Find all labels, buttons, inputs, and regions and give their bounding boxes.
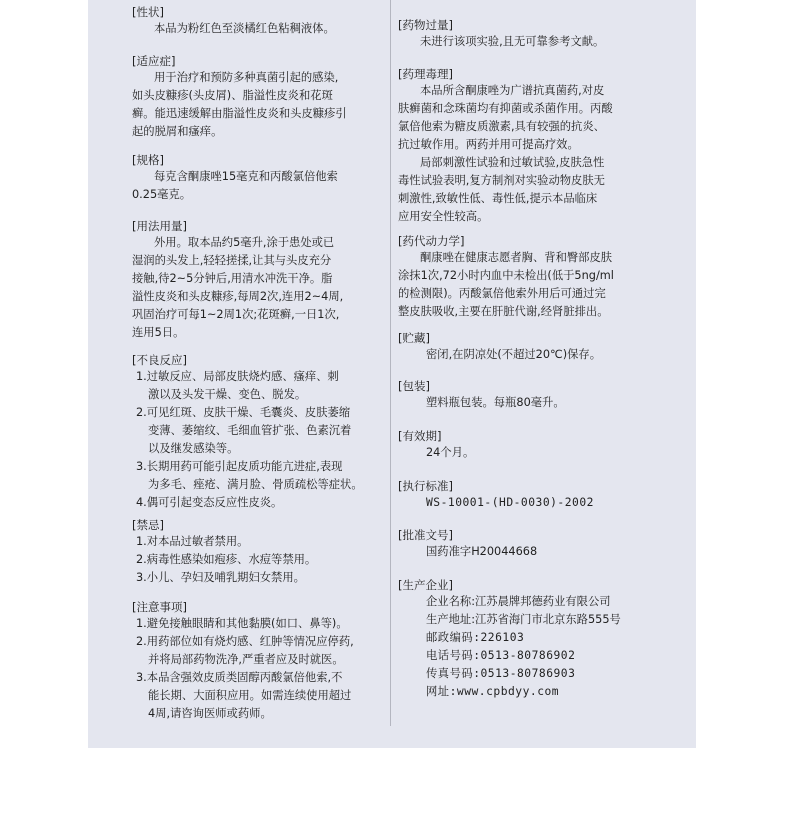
section-line: 激以及头发干燥、变色、脱发。 xyxy=(148,388,307,401)
section-line: 溢性皮炎和头皮糠疹,每周2次,连用2~4周, xyxy=(132,290,344,303)
section-line: 1.过敏反应、局部皮肤烧灼感、瘙痒、刺 xyxy=(136,370,339,383)
section-heading: [批准文号] xyxy=(398,528,453,542)
section-line: 变薄、萎缩纹、毛细血管扩张、色素沉着 xyxy=(148,424,352,437)
section-heading: [药代动力学] xyxy=(398,234,465,248)
section-zhixing xyxy=(398,479,666,512)
section-yongfa xyxy=(132,219,390,342)
section-line: 巩固治疗可每1~2周1次;花斑癣,一日1次, xyxy=(132,308,340,321)
section-pizhun xyxy=(398,528,666,561)
section-heading: [生产企业] xyxy=(398,578,453,592)
section-heading: [包装] xyxy=(398,379,430,393)
section-line: 本品所含酮康唑为广谱抗真菌药,对皮 xyxy=(420,84,605,97)
section-line: 以及继发感染等。 xyxy=(148,442,239,455)
section-heading: [注意事项] xyxy=(132,600,187,614)
section-line: 毒性试验表明,复方制剂对实验动物皮肤无 xyxy=(398,174,605,187)
section-line: 氯倍他索为糖皮质激素,具有较强的抗炎、 xyxy=(398,120,605,133)
section-heading: [药理毒理] xyxy=(398,67,453,81)
section-line: 3.小儿、孕妇及哺乳期妇女禁用。 xyxy=(136,571,305,584)
section-line: 湿润的头发上,轻轻搓揉,让其与头皮充分 xyxy=(132,254,332,267)
section-line: 如头皮糠疹(头皮屑)、脂溢性皮炎和花斑 xyxy=(132,89,333,102)
section-line: 1.对本品过敏者禁用。 xyxy=(136,535,249,548)
section-xingzhuang xyxy=(132,5,390,38)
section-line: 抗过敏作用。两药并用可提高疗效。 xyxy=(398,138,579,151)
section-zhuyi xyxy=(132,600,390,723)
section-baozhuang xyxy=(398,379,666,412)
section-heading: [规格] xyxy=(132,153,164,167)
section-qiye xyxy=(398,578,666,701)
section-line: 接触,待2~5分钟后,用清水冲洗干净。脂 xyxy=(132,272,333,285)
fax-number: 传真号码:0513-80786903 xyxy=(426,667,576,680)
section-heading: [有效期] xyxy=(398,429,442,443)
section-heading: [用法用量] xyxy=(132,219,187,233)
section-heading: [贮藏] xyxy=(398,331,430,345)
section-line: 4.偶可引起变态反应性皮炎。 xyxy=(136,496,283,509)
section-shiyingzheng xyxy=(132,54,390,141)
section-line: 密闭,在阴凉处(不超过20℃)保存。 xyxy=(426,348,602,361)
section-line: 2.病毒性感染如疱疹、水痘等禁用。 xyxy=(136,553,317,566)
postal-code: 邮政编码:226103 xyxy=(426,631,525,644)
section-heading: [不良反应] xyxy=(132,353,187,367)
section-line: 涂抹1次,72小时内血中未检出(低于5ng/ml xyxy=(398,269,614,282)
section-line: 每克含酮康唑15毫克和丙酸氯倍他索 xyxy=(154,170,338,183)
section-heading: [禁忌] xyxy=(132,518,164,532)
section-line: 起的脱屑和瘙痒。 xyxy=(132,125,223,138)
company-address: 生产地址:江苏省海门市北京东路555号 xyxy=(426,613,621,626)
section-yaoli xyxy=(398,67,666,226)
section-line: 酮康唑在健康志愿者胸、背和臀部皮肤 xyxy=(420,251,613,264)
section-line: 24个月。 xyxy=(426,446,475,459)
section-line: 肤癣菌和念珠菌均有抑菌或杀菌作用。丙酸 xyxy=(398,102,613,115)
section-line: 外用。取本品约5毫升,涂于患处或已 xyxy=(154,236,335,249)
section-line: 0.25毫克。 xyxy=(132,188,192,201)
section-line: 未进行该项实验,且无可靠参考文献。 xyxy=(420,35,605,48)
section-line: 能长期、大面积应用。如需连续使用超过 xyxy=(148,689,352,702)
section-heading: [适应症] xyxy=(132,54,176,68)
section-line: 并将局部药物洗净,严重者应及时就医。 xyxy=(148,653,344,666)
section-heading: [药物过量] xyxy=(398,18,453,32)
section-guoliang xyxy=(398,18,666,51)
section-line: 刺激性,致敏性低、毒性低,提示本品临床 xyxy=(398,192,598,205)
section-heading: [执行标准] xyxy=(398,479,453,493)
website: 网址:www.cpbdyy.com xyxy=(426,685,560,698)
section-yaodai xyxy=(398,234,666,321)
section-line: 塑料瓶包装。每瓶80毫升。 xyxy=(426,396,565,409)
section-line: 为多毛、痤疮、满月脸、骨质疏松等症状。 xyxy=(148,478,363,491)
section-line: 本品为粉红色至淡橘红色粘稠液体。 xyxy=(154,22,335,35)
section-youxiaoqi xyxy=(398,429,666,462)
section-line: 癣。能迅速缓解由脂溢性皮炎和头皮糠疹引 xyxy=(132,107,347,120)
section-heading: [性状] xyxy=(132,5,164,19)
section-jinji xyxy=(132,518,390,587)
section-buliang xyxy=(132,353,390,512)
section-line: 连用5日。 xyxy=(132,326,185,339)
section-line: 1.避免接触眼睛和其他黏膜(如口、鼻等)。 xyxy=(136,617,348,630)
section-line: WS-10001-(HD-0030)-2002 xyxy=(426,496,594,509)
section-line: 应用安全性较高。 xyxy=(398,210,489,223)
section-line: 局部刺激性试验和过敏试验,皮肤急性 xyxy=(420,156,605,169)
phone-number: 电话号码:0513-80786902 xyxy=(426,649,576,662)
section-line: 3.本品含强效皮质类固醇丙酸氯倍他索,不 xyxy=(136,671,343,684)
section-line: 2.可见红斑、皮肤干燥、毛囊炎、皮肤萎缩 xyxy=(136,406,351,419)
section-line: 国药准字H20044668 xyxy=(426,545,538,558)
section-line: 3.长期用药可能引起皮质功能亢进症,表现 xyxy=(136,460,343,473)
section-line: 整皮肤吸收,主要在肝脏代谢,经肾脏排出。 xyxy=(398,305,609,318)
section-line: 用于治疗和预防多种真菌引起的感染, xyxy=(154,71,339,84)
section-zhucang xyxy=(398,331,666,364)
section-line: 4周,请咨询医师或药师。 xyxy=(148,707,272,720)
company-name: 企业名称:江苏晨牌邦德药业有限公司 xyxy=(426,595,611,608)
section-line: 2.用药部位如有烧灼感、红肿等情况应停药, xyxy=(136,635,354,648)
section-line: 的检测限)。丙酸氯倍他索外用后可通过完 xyxy=(398,287,606,300)
section-guige xyxy=(132,153,390,204)
column-divider xyxy=(390,0,391,726)
